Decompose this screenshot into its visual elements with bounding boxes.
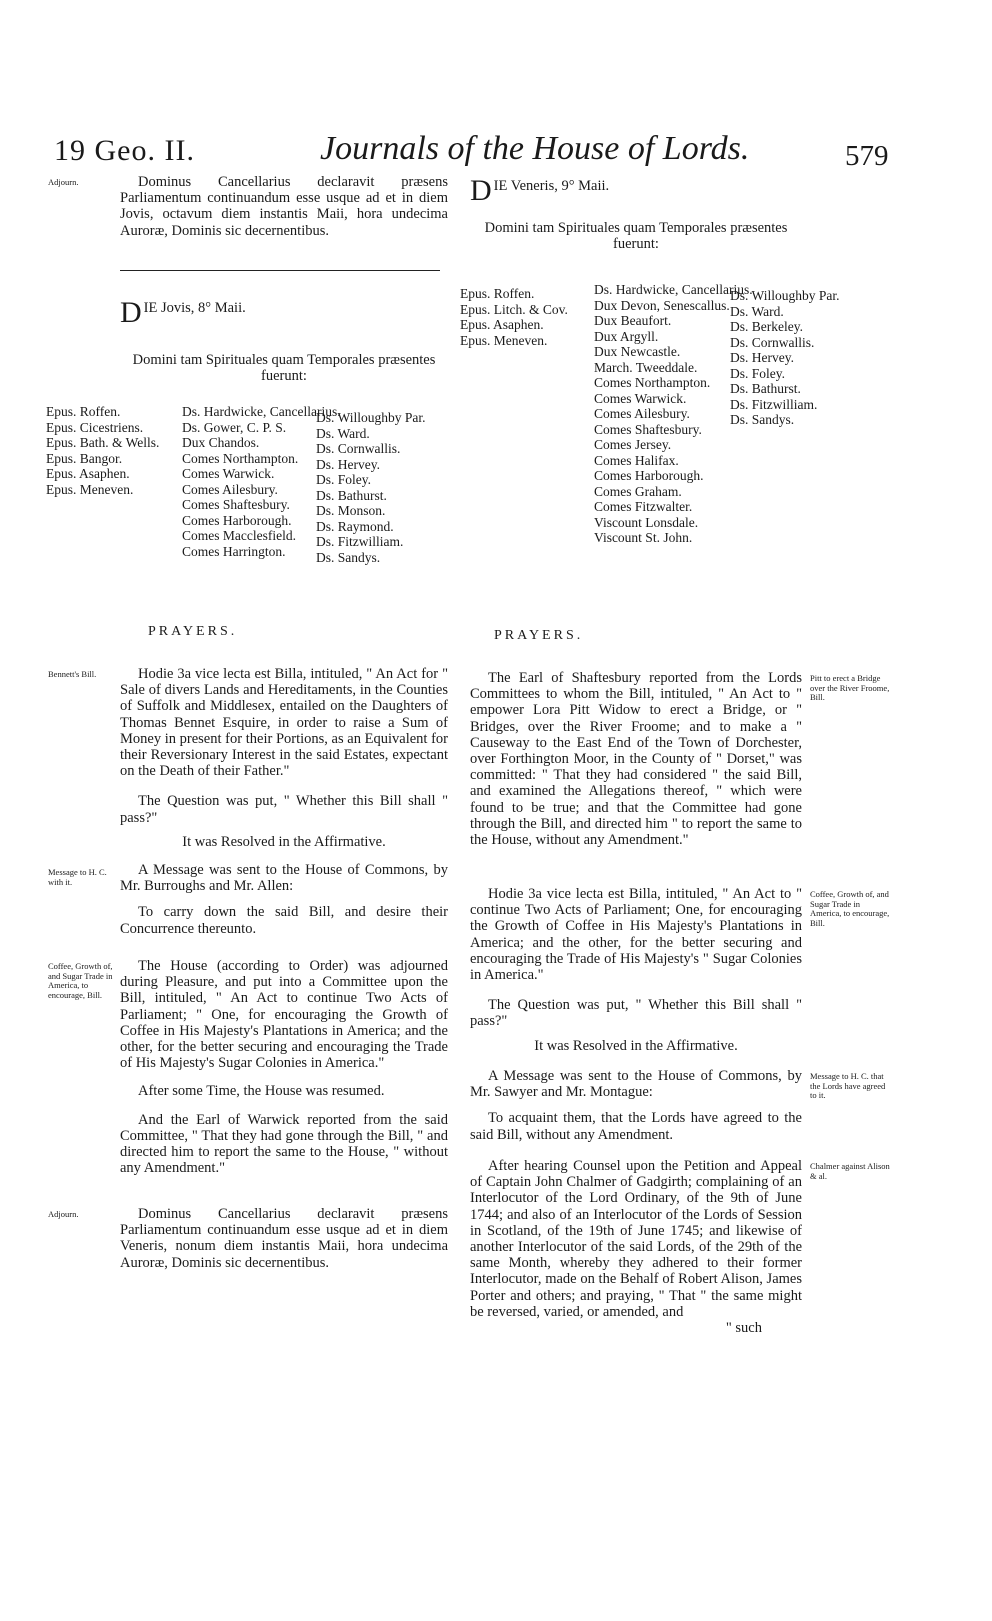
die-jovis-heading [120, 296, 448, 329]
roster-entry: Comes Macclesfield. [182, 528, 296, 543]
margin-note-coffee-left: Coffee, Growth of, and Sugar Trade in America, to encourage, Bill. [48, 961, 113, 1000]
page-number: 579 [845, 140, 889, 172]
roster-entry: Ds. Sandys. [316, 549, 381, 565]
roster-entry: Comes Harborough. [182, 512, 292, 528]
message-text-left: A Message was sent to the House of Commons, by Mr. Burroughs and Mr. Allen: [120, 862, 448, 895]
roster-entry: Comes Northampton. [182, 450, 299, 466]
roster-entry: Epus. Meneven. [46, 481, 134, 497]
coffee-third-reading-text: Hodie 3a vice lecta est Billa, intituled, " An Act to " continue Two Acts of Parliament; One, for encouraging the Growth of Coffee in His Majesty's Plantations in America; and the other, for the better securing and encouraging the Trade of His Majesty's " Sugar Colonies in America." [470, 886, 802, 984]
running-head-title: Journals of the House of Lords. [320, 130, 750, 167]
roster-entry: Ds. Fitzwilliam. [730, 396, 818, 412]
prayers-heading-right: PRAYERS. [494, 628, 584, 643]
roster-barons-left [316, 410, 425, 565]
margin-note-adjourn-1: Adjourn. [48, 177, 79, 187]
adjourn-1-paragraph [120, 174, 448, 239]
roster-entry: Comes Jersey. [594, 437, 672, 452]
roster-entry: Ds. Foley. [316, 472, 372, 487]
margin-note-coffee-right: Coffee, Growth of, and Sugar Trade in America, to encourage, Bill. [810, 889, 890, 928]
margin-note-bennetts-bill: Bennett's Bill. [48, 669, 97, 679]
roster-peers-right [594, 282, 753, 546]
roster-entry: Ds. Monson. [316, 503, 386, 518]
roster-entry: Dux Devon, Senescallus. [594, 297, 730, 313]
running-head-regnal-year: 19 Geo. II. [54, 134, 195, 167]
roster-entry: Comes Ailesbury. [594, 406, 690, 421]
prayers-heading-left: PRAYERS. [148, 624, 238, 639]
roster-entry: Comes Shaftesbury. [594, 421, 702, 437]
margin-note-chalmer: Chalmer against Alison & al. [810, 1161, 890, 1181]
resolved-right: It was Resolved in the Affirmative. [534, 1037, 738, 1054]
roster-entry: Comes Warwick. [182, 466, 275, 481]
coffee-committee-section [120, 958, 448, 1176]
adjourn-2-text: Dominus Cancellarius declaravit præsens Parliamentum continuandum esse usque ad et in diem Veneris, nonum diem instantis Maii, hora undecima Auroræ, Dominis sic decernentibus. [120, 1206, 448, 1271]
roster-entry: Ds. Willoughby Par. [316, 410, 426, 425]
roster-entry: Viscount Lonsdale. [594, 514, 699, 530]
roster-entry: Comes Halifax. [594, 452, 679, 468]
house-resumed-text: After some Time, the House was resumed. [138, 1083, 385, 1100]
margin-note-adjourn-2: Adjourn. [48, 1209, 79, 1219]
roster-entry: Epus. Litch. & Cov. [460, 301, 568, 317]
roster-barons-right [730, 288, 839, 428]
roster-entry: Ds. Ward. [316, 425, 370, 441]
roster-entry: Epus. Meneven. [460, 332, 548, 348]
roster-entry: Ds. Hervey. [316, 456, 380, 472]
roster-entry: Ds. Foley. [730, 365, 786, 381]
question-put-left: The Question was put, " Whether this Bill shall " pass?" [120, 793, 448, 826]
resolved-left: It was Resolved in the Affirmative. [182, 833, 386, 850]
message-section-left [120, 862, 448, 937]
coffee-third-reading-section [470, 886, 802, 1054]
die-jovis-date: IE Jovis, 8° Maii. [143, 300, 246, 316]
roster-bishops-left [46, 404, 159, 497]
roster-entry: Ds. Cornwallis. [316, 441, 401, 456]
roster-entry: Ds. Raymond. [316, 518, 394, 534]
margin-note-pitt-bill: Pitt to erect a Bridge over the River Froome, Bill. [810, 673, 890, 702]
margin-note-message-hc: Message to H. C. with it. [48, 867, 107, 887]
drop-capital-right: D [470, 174, 492, 207]
roster-entry: Dux Argyll. [594, 328, 659, 344]
carry-down-text: To carry down the said Bill, and desire their Concurrence thereunto. [120, 904, 448, 937]
roster-entry: Ds. Hardwicke, Cancellarius. [182, 404, 341, 419]
roster-entry: Epus. Cicestriens. [46, 419, 144, 435]
roster-entry: Ds. Sandys. [730, 412, 795, 427]
roster-entry: Epus. Asaphen. [460, 317, 544, 332]
bennetts-bill-text: Hodie 3a vice lecta est Billa, intituled, " An Act for " Sale of divers Lands and Hereditaments, in the Counties of Suffolk and Middlesex, entailed on the Daughters of Thomas Bennet Esquire, in order to raise a Sum of Money in present for their Portions, as an Equivalent for their Reversionary Interest in the said Estates, expectant on the Death of their Father." [120, 666, 448, 780]
catchword: " such [725, 1320, 762, 1337]
roster-entry: March. Tweeddale. [594, 359, 698, 375]
bennetts-bill-section [120, 666, 448, 850]
roster-entry: Epus. Roffen. [46, 404, 121, 419]
roster-entry: Ds. Berkeley. [730, 319, 803, 334]
pitt-bridge-text: The Earl of Shaftesbury reported from the Lords Committees to whom the Bill, intituled, " An Act to " empower Lora Pitt Widow to erect a Bridge, or " Bridges, over the River Froome; and to make a " Causeway to the East End of the Town of Dorchester, over Forthington Moor, in the County of " Dorset," was committed: " That they had considered " the said Bill, and examined the Allegations thereof, " which were found to be true; and that the Committee had gone through the Bill, and directed him " to report the same to the House, without any Amendment." [470, 670, 802, 849]
roster-entry: Dux Chandos. [182, 435, 260, 450]
chalmer-appeal-section [470, 1158, 802, 1336]
present-lords-heading-right: Domini tam Spirituales quam Temporales præsentes fuerunt: [484, 220, 788, 253]
roster-entry: Ds. Gower, C. P. S. [182, 419, 287, 435]
roster-entry: Epus. Bath. & Wells. [46, 435, 160, 450]
roster-entry: Comes Fitzwalter. [594, 499, 693, 514]
roster-entry: Comes Harrington. [182, 543, 286, 559]
roster-entry: Comes Ailesbury. [182, 481, 278, 497]
adjourn-1-text: Dominus Cancellarius declaravit præsens Parliamentum continuandum esse usque ad et in diem Jovis, octavum diem instantis Maii, hora undecima Auroræ, Dominis sic decernentibus. [120, 174, 448, 239]
roster-entry: Ds. Fitzwilliam. [316, 534, 404, 549]
roster-entry: Comes Northampton. [594, 375, 711, 390]
roster-entry: Epus. Asaphen. [46, 466, 130, 481]
message-section-right [470, 1068, 802, 1143]
roster-entry: Viscount St. John. [594, 530, 693, 545]
die-veneris-date: IE Veneris, 9° Maii. [493, 178, 610, 194]
margin-note-message-agreed: Message to H. C. that the Lords have agreed to it. [810, 1071, 886, 1100]
roster-entry: Dux Beaufort. [594, 313, 672, 328]
warwick-report-text: And the Earl of Warwick reported from the said Committee, " That they had gone through the Bill, " and directed him to report the same to the House, " without any Amendment." [120, 1111, 448, 1177]
roster-entry: Ds. Bathurst. [316, 487, 387, 503]
roster-entry: Ds. Cornwallis. [730, 334, 815, 350]
roster-bishops-right [460, 286, 568, 348]
pitt-bridge-section [470, 670, 802, 848]
roster-entry: Ds. Ward. [730, 303, 784, 319]
roster-entry: Comes Graham. [594, 483, 682, 499]
message-text-right: A Message was sent to the House of Commons, by Mr. Sawyer and Mr. Montague: [470, 1068, 802, 1101]
roster-entry: Comes Harborough. [594, 468, 704, 483]
die-veneris-heading [470, 174, 802, 207]
drop-capital: D [120, 296, 142, 329]
roster-entry: Ds. Willoughby Par. [730, 288, 840, 303]
roster-entry: Comes Warwick. [594, 390, 687, 406]
roster-entry: Epus. Roffen. [460, 286, 535, 301]
roster-entry: Ds. Hervey. [730, 350, 794, 365]
present-lords-heading-left: Domini tam Spirituales quam Temporales præsentes fuerunt: [132, 352, 436, 385]
acquaint-text: To acquaint them, that the Lords have agreed to the said Bill, without any Amendment. [470, 1110, 802, 1143]
roster-entry: Epus. Bangor. [46, 450, 123, 466]
roster-entry: Ds. Bathurst. [730, 381, 801, 396]
question-put-right: The Question was put, " Whether this Bill shall " pass?" [470, 997, 802, 1030]
chalmer-appeal-text: After hearing Counsel upon the Petition and Appeal of Captain John Chalmer of Gadgirth; complaining of an Interlocutor of the Lord Ordinary, of the 9th of June 1744; and also of an Interlocutor of the Lords of Session in Scotland, of the 19th of June 1745; and likewise of another Interlocutor of the said Lords, of the 29th of the same Month, whereby they adhered to their former Interlocutor, made on the Behalf of Robert Alison, James Porter and others; and praying, " That " the same might be reversed, varied, or amended, and [470, 1158, 802, 1320]
section-divider-left [120, 270, 440, 271]
roster-entry: Dux Newcastle. [594, 344, 681, 359]
roster-entry: Comes Shaftesbury. [182, 497, 290, 512]
adjourn-2-paragraph [120, 1206, 448, 1271]
roster-entry: Ds. Hardwicke, Cancellarius. [594, 282, 753, 297]
coffee-committee-text: The House (according to Order) was adjourned during Pleasure, and put into a Committee upon the Bill, intituled, " An Act to continue Two Acts of Parliament; " One, for encouraging the Growth of Coffee in His Majesty's Plantations in America; and the other, for the better securing and encouraging the Trade of His Majesty's Sugar Colonies in America." [120, 958, 448, 1072]
